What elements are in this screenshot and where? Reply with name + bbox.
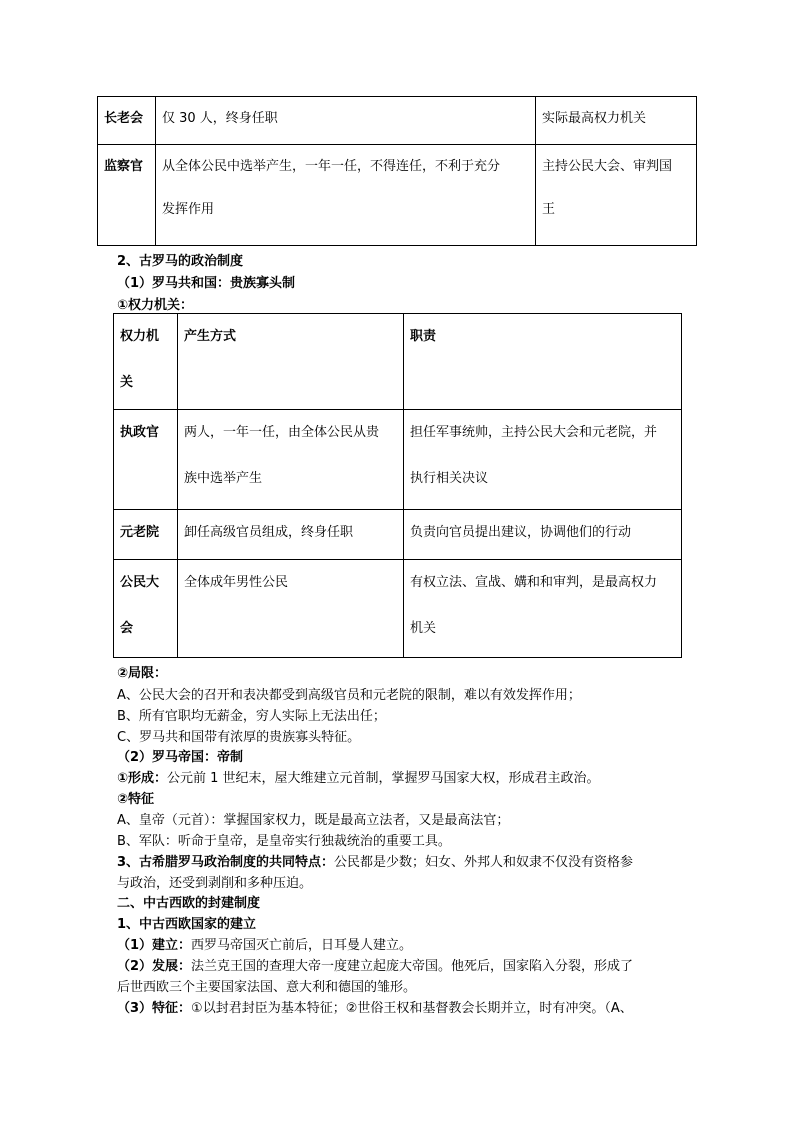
- subsection-heading: 1、中古西欧国家的建立: [117, 917, 257, 932]
- paragraph-line: A、公民大会的召开和表决都受到高级官员和元老院的限制，难以有效发挥作用；: [117, 688, 581, 703]
- section-heading: 2、古罗马的政治制度: [117, 254, 244, 269]
- table-row: [98, 145, 697, 246]
- subsection-heading: （2）罗马帝国：帝制: [117, 750, 244, 765]
- header-duty: 职责: [404, 314, 682, 410]
- subsection-heading: （1）罗马共和国：贵族寡头制: [117, 276, 296, 291]
- table-row: [114, 560, 682, 658]
- organ-name-cell: 监察官: [98, 145, 156, 246]
- paragraph-line: A、皇帝（元首）：掌握国家权力，既是最高立法者，又是最高法官；: [117, 813, 510, 828]
- duty-cell: 主持公民大会、审判国 王: [536, 145, 697, 246]
- table-row: [114, 510, 682, 560]
- method-cell: 仅 30 人，终身任职: [156, 97, 536, 145]
- paragraph-line: ①形成：公元前 1 世纪末，屋大维建立元首制，掌握罗马国家大权，形成君主政治。: [117, 771, 600, 786]
- organ-name-cell: 执政官: [114, 410, 178, 510]
- method-cell: 两人，一年一任，由全体公民从贵 族中选举产生: [178, 410, 404, 510]
- organ-name-cell: 长老会: [98, 97, 156, 145]
- table-header-row: [114, 314, 682, 410]
- paragraph-line: （3）特征：①以封君封臣为基本特征；②世俗王权和基督教会长期并立，时有冲突。（A、: [117, 1001, 633, 1016]
- method-cell: 全体成年男性公民: [178, 560, 404, 658]
- table-row: [114, 410, 682, 510]
- duty-cell: 担任军事统帅，主持公民大会和元老院，并 执行相关决议: [404, 410, 682, 510]
- subsection-heading: ①权力机关：: [117, 298, 194, 313]
- duty-cell: 实际最高权力机关: [536, 97, 697, 145]
- paragraph-line: 3、古希腊罗马政治制度的共同特点：公民都是少数；妇女、外邦人和奴隶不仅没有资格参: [117, 855, 634, 870]
- roman-republic-organs-table: [113, 313, 682, 658]
- limits-heading: ②局限：: [117, 666, 168, 681]
- paragraph-line: C、罗马共和国带有浓厚的贵族寡头特征。: [117, 730, 361, 745]
- paragraph-line: 后世西欧三个主要国家法国、意大利和德国的雏形。: [117, 980, 417, 995]
- paragraph-line: （2）发展：法兰克王国的查理大帝一度建立起庞大帝国。他死后，国家陷入分裂，形成了: [117, 959, 634, 974]
- duty-cell: 负责向官员提出建议，协调他们的行动: [404, 510, 682, 560]
- method-cell: 从全体公民中选举产生，一年一任，不得连任，不利于充分 发挥作用: [156, 145, 536, 246]
- paragraph-line: 与政治，还受到剥削和多种压迫。: [117, 876, 313, 891]
- paragraph-line: B、所有官职均无薪金，穷人实际上无法出任；: [117, 709, 386, 724]
- method-cell: 卸任高级官员组成，终身任职: [178, 510, 404, 560]
- header-organ: 权力机 关: [114, 314, 178, 410]
- section-heading: 二、中古西欧的封建制度: [117, 896, 261, 911]
- duty-cell: 有权立法、宣战、媾和和审判，是最高权力 机关: [404, 560, 682, 658]
- features-heading: ②特征: [117, 792, 155, 807]
- organ-name-cell: 公民大 会: [114, 560, 178, 658]
- paragraph-line: B、军队：听命于皇帝，是皇帝实行独裁统治的重要工具。: [117, 834, 451, 849]
- header-method: 产生方式: [178, 314, 404, 410]
- table-row: [98, 97, 697, 145]
- organ-name-cell: 元老院: [114, 510, 178, 560]
- paragraph-line: （1）建立：西罗马帝国灭亡前后，日耳曼人建立。: [117, 938, 413, 953]
- institutions-table-top: [97, 96, 697, 246]
